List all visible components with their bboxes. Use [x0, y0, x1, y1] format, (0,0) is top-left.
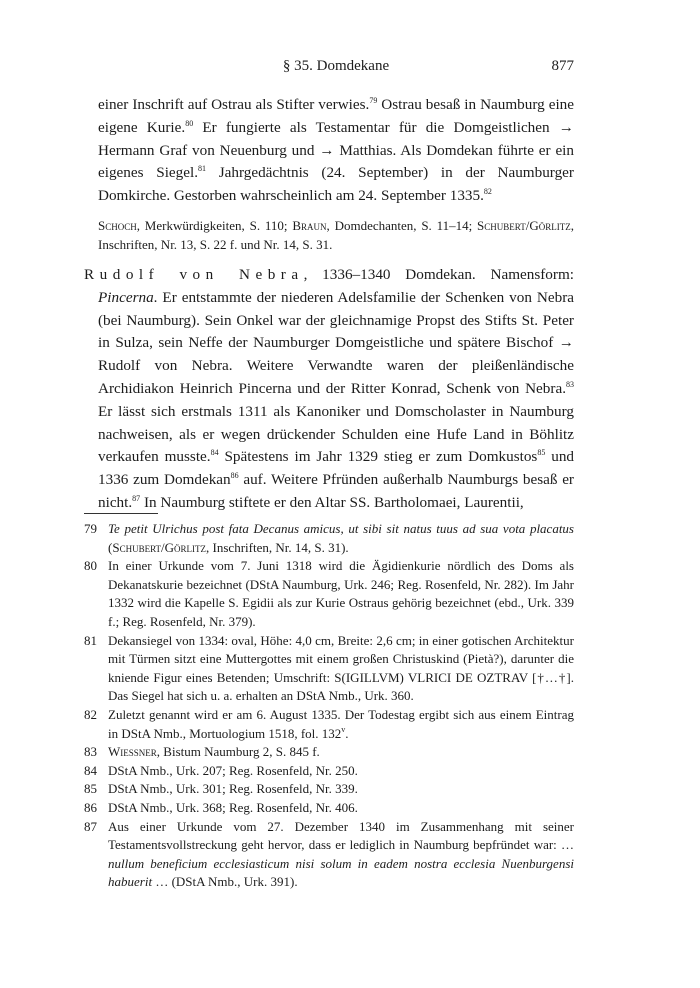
- footnote-81: 81 Dekansiegel von 1334: oval, Höhe: 4,0 cm, Breite: 2,6 cm; in einer gotischen Architektur mit Türmen sitzt eine Muttergottes mit einem großen Christuskind (Pietà?), darunter die kniende Figur eines Betenden; Umschrift: S(IGILLVM) VLRICI DE OZTRAV [†…†]. Das Siegel hat sich u. a. erhalten an DStA Nmb., Urk. 360.: [84, 632, 574, 704]
- paragraph-ostrau-continued: einer Inschrift auf Ostrau als Stifter verwies.$^{79}$ Ostrau besaß in Naumburg eine eigene Kurie.$^{80}$ Er fungierte als Testamentar für die Domgeistlichen → Hermann Graf von Neuenburg und → Matthias. Als Domdekan führte er ein eigenes Siegel.$^{81}$ Jahrgedächtnis (24. September) in der Naumburger Domkirche. Gestorben wahrscheinlich am 24. September 1335.82: [98, 96, 575, 205]
- running-title: § 35. Domdekane: [282, 58, 390, 74]
- footnote-83: 83 Wiessner, Bistum Naumburg 2, S. 845 f.: [84, 744, 320, 760]
- running-head: [98, 58, 574, 78]
- footnote-85: 85 DStA Nmb., Urk. 301; Reg. Rosenfeld, Nr. 339.: [84, 781, 358, 797]
- footnote-ref-84[interactable]: 84: [210, 448, 219, 458]
- footnote-ref-86[interactable]: 86: [230, 471, 239, 481]
- footnote-ref-87[interactable]: 87: [132, 493, 141, 503]
- entry-rudolf-von-nebra: Rudolf von Nebra, 1336–1340 Domdekan. Namensform: Pincerna. Er entstammte der niederen Adelsfamilie der Schenken von Nebra (bei Naumburg). Sein Onkel war der gleichnamige Propst des Stifts St. Peter in Sulza, sein Neffe der Naumburger Domgeistliche und spätere Bischof → Rudolf von Nebra. Weitere Verwandte waren der pleißenländische Archidiakon Heinrich Pincerna und der Ritter Konrad, Schenk von Nebra.$^{83}$ Er lässt sich erstmals 1311 als Kanoniker und Domscholaster in Naumburg nachweisen, als er wegen drückender Schulden eine Hufe Land in Böhlitz verkaufen musste.$^{84}$ Spätestens im Jahr 1329 stieg er zum Domkustos$^{85}$ und 1336 zum Domdekan$^{86}$ auf. Weitere Pfründen außerhalb Naumburgs besaß er nicht.$^{87}$ In Naumburg stiftete er den Altar SS. Bartholomaei, Laurentii,: [84, 265, 575, 511]
- footnotes: [84, 520, 574, 892]
- footnote-ref-85[interactable]: 85: [537, 448, 546, 458]
- main-text: [84, 94, 575, 515]
- footnote-80: 80 In einer Urkunde vom 7. Juni 1318 wird die Ägidienkurie nördlich des Doms als Dekanatskurie bezeichnet (DStA Naumburg, Urk. 246; Reg. Rosenfeld, Nr. 282). Im Jahr 1332 wird die Kapelle S. Egidii als zur Kurie Ostraus gehörig bezeichnet (ebd., Urk. 339 f.; Reg. Rosenfeld, Nr. 379).: [84, 558, 574, 629]
- footnote-separator: [84, 513, 158, 514]
- footnote-ref-82[interactable]: 82: [483, 187, 492, 197]
- footnote-ref-83[interactable]: 83: [566, 379, 574, 389]
- footnote-82: 82 Zuletzt genannt wird er am 6. August 1335. Der Todestag ergibt sich aus einem Eintrag in DStA Nmb., Mortuologium 1518, fol. 132$^v$.: [84, 706, 574, 741]
- footnote-79: 79 Te petit Ulrichus post fata Decanus amicus, ut sibi sit natus tuus ad sua vota placatus (Schubert/Görlitz, Inschriften, Nr. 14, S. 31).: [84, 521, 574, 555]
- footnote-84: 84 DStA Nmb., Urk. 207; Reg. Rosenfeld, Nr. 250.: [84, 762, 358, 778]
- footnote-87: 87 Aus einer Urkunde vom 27. Dezember 1340 im Zusammenhang mit seiner Testamentsvollstreckung geht hervor, dass er lediglich in Naumburg bepfründet war: … nullum beneficium ecclesiasticum nisi solum in eadem nostra ecclesia Nuenburgensi habuerit … (DStA Nmb., Urk. 391).: [84, 818, 574, 890]
- entry-name: Rudolf von Nebra: [84, 265, 304, 283]
- literature-references: Schoch, Merkwürdigkeiten, S. 110; Braun, Domdechanten, S. 11–14; Schubert/Görlitz, Inschriften, Nr. 13, S. 22 f. und Nr. 14, S. 31.: [98, 217, 574, 252]
- footnote-ref-79[interactable]: 79: [369, 96, 378, 105]
- footnote-ref-81[interactable]: 81: [198, 164, 207, 174]
- footnote-ref-80[interactable]: 80: [185, 118, 194, 128]
- page-number: 877: [551, 58, 574, 74]
- footnote-86: 86 DStA Nmb., Urk. 368; Reg. Rosenfeld, Nr. 406.: [84, 799, 358, 815]
